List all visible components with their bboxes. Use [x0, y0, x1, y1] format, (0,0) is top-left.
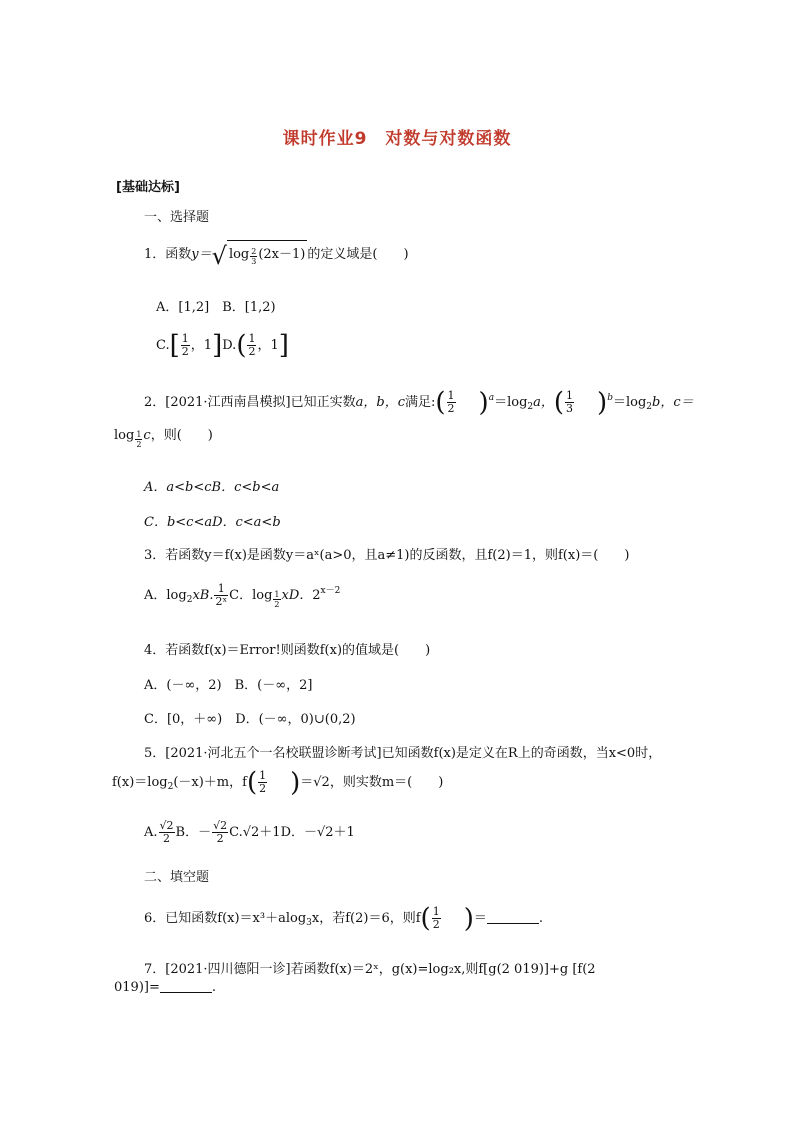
page-title: 课时作业9 对数与对数函数	[282, 129, 512, 149]
q3-optb-frac	[214, 583, 228, 608]
q1-optc-n: 1	[181, 332, 189, 345]
q2-line2-c: c	[143, 428, 151, 443]
question-2	[144, 387, 694, 418]
q2-f2-d: 3	[566, 402, 574, 415]
q2-eq2: ＝log	[612, 395, 647, 410]
q2-exp-a: a	[488, 393, 495, 403]
q3-optd-exp: x－2	[320, 586, 341, 596]
q5-optcd: C.√2＋1D．－√2＋1	[229, 825, 355, 840]
q5-optb-lead: B．－	[175, 825, 212, 840]
q5-opta-frac	[159, 820, 175, 845]
q2-frac2	[565, 390, 574, 415]
q5-line2-frac	[258, 770, 267, 795]
q1-log: log	[228, 247, 250, 262]
q5-optb-frac	[212, 820, 228, 845]
q1-base-d: 3	[251, 257, 257, 266]
q2-exp-b: b	[607, 393, 613, 403]
q4-option-cd: C．[0，＋∞) D．(－∞，0)∪(0,2)	[144, 712, 356, 727]
q3-opta: A．log	[144, 588, 187, 603]
q2-line2-base	[135, 430, 142, 449]
q2-line2-tail: ，则( )	[150, 428, 213, 443]
paren-right-icon: )	[463, 903, 474, 934]
q7-line2-text: 019)]=	[114, 980, 160, 995]
q2-line2	[114, 424, 213, 449]
section-fill: 二、填空题	[144, 870, 210, 885]
q6-d: 2	[432, 918, 440, 931]
q1-base	[250, 247, 257, 266]
q6-lead: 6．已知函数f(x)＝x³＋alog	[144, 911, 307, 926]
q6-answer-blank[interactable]	[487, 911, 539, 924]
q1-optd-mid: ，1	[257, 338, 279, 353]
q5-line2-a: f(x)＝log	[112, 775, 168, 790]
q2-base2b: 2	[646, 402, 653, 412]
q7-answer-blank[interactable]	[160, 980, 212, 993]
q2-vars: a，b，c	[355, 395, 405, 410]
q5-opta-n: √2	[159, 819, 174, 832]
q3-optd: 2	[312, 588, 321, 603]
q1-radicand	[227, 240, 307, 266]
q5-line2-d: 2	[259, 782, 267, 795]
q1-optd-d: 2	[248, 345, 256, 358]
question-3: 3．若函数y＝f(x)是函数y＝aˣ(a>0，且a≠1)的反函数，且f(2)＝1，则f(x)＝( )	[144, 548, 630, 563]
q2-frac1	[447, 390, 456, 415]
q6-frac	[432, 906, 441, 931]
paren-right-icon: )	[478, 387, 489, 418]
q3-optb-d: 2ˣ	[215, 595, 228, 608]
q1-base-n: 2	[251, 247, 257, 256]
bracket-left-icon: [	[169, 330, 180, 361]
q5-line2-c: ＝√2，则实数m＝( )	[300, 775, 444, 790]
q3-opta-base: 2	[186, 595, 193, 605]
paren-right-icon: )	[290, 767, 301, 798]
q2-bvar: b，c＝	[652, 395, 694, 410]
q1-optc-d: 2	[181, 345, 189, 358]
q2-f1-n: 1	[447, 389, 455, 402]
q5-opta-d: 2	[163, 832, 171, 845]
q1-arg: (2x－1)	[258, 247, 306, 262]
q6-n: 1	[432, 905, 440, 918]
q1-option-cd	[156, 330, 289, 361]
q5-line2-b: (－x)＋m，f	[173, 775, 247, 790]
q1-y: y＝	[191, 247, 212, 262]
q6-base: 3	[306, 918, 312, 928]
q5-options	[144, 820, 355, 845]
q6-mid: x，若f(2)＝6，则f	[311, 911, 421, 926]
q2-avar: a，	[533, 395, 554, 410]
q1-lead: 1．函数	[144, 247, 192, 262]
q1-optd-frac	[247, 333, 256, 358]
q3-optc-base	[273, 590, 280, 609]
q2-option-ab: A．a<b<cB．c<b<a	[144, 480, 280, 495]
question-7: 7．[2021·四川德阳一诊]若函数f(x)＝2ˣ，g(x)=log₂x,则f[g(2 019)]+g [f(2	[144, 962, 596, 977]
q5-optb-n: √2	[213, 819, 228, 832]
bracket-right-icon: ]	[212, 330, 223, 361]
q1-option-ab: A．[1,2] B．[1,2)	[156, 300, 276, 315]
paren-right-icon: )	[597, 387, 608, 418]
q2-line2-base-d: 2	[136, 440, 142, 449]
q2-line2-base-n: 1	[136, 430, 142, 439]
q7-line2-end: .	[211, 980, 216, 995]
q6-tail: ＝	[473, 911, 487, 926]
q5-opta-lead: A.	[144, 825, 158, 840]
q5-line2	[112, 767, 444, 798]
q2-lead: 2．[2021·江西南昌模拟]已知正实数	[144, 395, 356, 410]
q5-optb-d: 2	[216, 832, 224, 845]
q3-opta-x: xB.	[192, 588, 214, 603]
paren-left-icon: (	[553, 387, 565, 418]
question-1	[144, 240, 409, 270]
q1-optc-lead: C.	[156, 338, 170, 353]
q3-optb-n: 1	[214, 583, 228, 596]
section-choice: 一、选择题	[144, 210, 210, 225]
section-basic: [基础达标]	[116, 180, 180, 195]
q3-options	[144, 583, 340, 609]
q2-base2a: 2	[527, 402, 534, 412]
question-6: 6．已知函数f(x)＝x³＋alog$_3$x，若f(2)＝6，则f( $\frac{1}{2}$ )＝ .	[144, 903, 544, 934]
q2-line2-log: log	[114, 428, 135, 443]
q2-f2-n: 1	[566, 389, 574, 402]
q1-optc-frac	[181, 333, 190, 358]
question-4: 4．若函数f(x)＝Error!则函数f(x)的值域是( )	[144, 643, 431, 658]
q1-optd-lead: D.	[222, 338, 237, 353]
question-5: 5．[2021·河北五个一名校联盟诊断考试]已知函数f(x)是定义在R上的奇函数，当x<0时，	[144, 746, 662, 761]
bracket-right-icon: ]	[278, 330, 289, 361]
q1-optc-mid: ，1	[190, 338, 213, 353]
q3-optc: C．log	[229, 588, 273, 603]
paren-left-icon: (	[236, 330, 247, 361]
q3-optc-x: xD．	[281, 588, 313, 603]
q3-optc-base-n: 1	[274, 590, 280, 599]
q4-option-ab: A．(－∞，2) B．(－∞，2]	[144, 678, 313, 693]
q3-optc-base-d: 2	[274, 600, 280, 609]
paren-left-icon: (	[435, 387, 446, 418]
q5-line2-base: 2	[167, 782, 174, 792]
q1-tail: 的定义域是( )	[307, 247, 409, 262]
q7-line2	[114, 980, 216, 995]
paren-left-icon: (	[420, 903, 431, 934]
sqrt-icon: √	[211, 242, 227, 270]
q2-eq1: ＝log	[494, 395, 528, 410]
paren-left-icon: (	[246, 767, 258, 798]
q2-f1-d: 2	[447, 402, 455, 415]
q1-optd-n: 1	[248, 332, 256, 345]
q2-option-cd: C．b<c<aD．c<a<b	[144, 515, 281, 530]
q5-line2-n: 1	[259, 769, 267, 782]
q2-mid: 满足:	[405, 395, 436, 410]
